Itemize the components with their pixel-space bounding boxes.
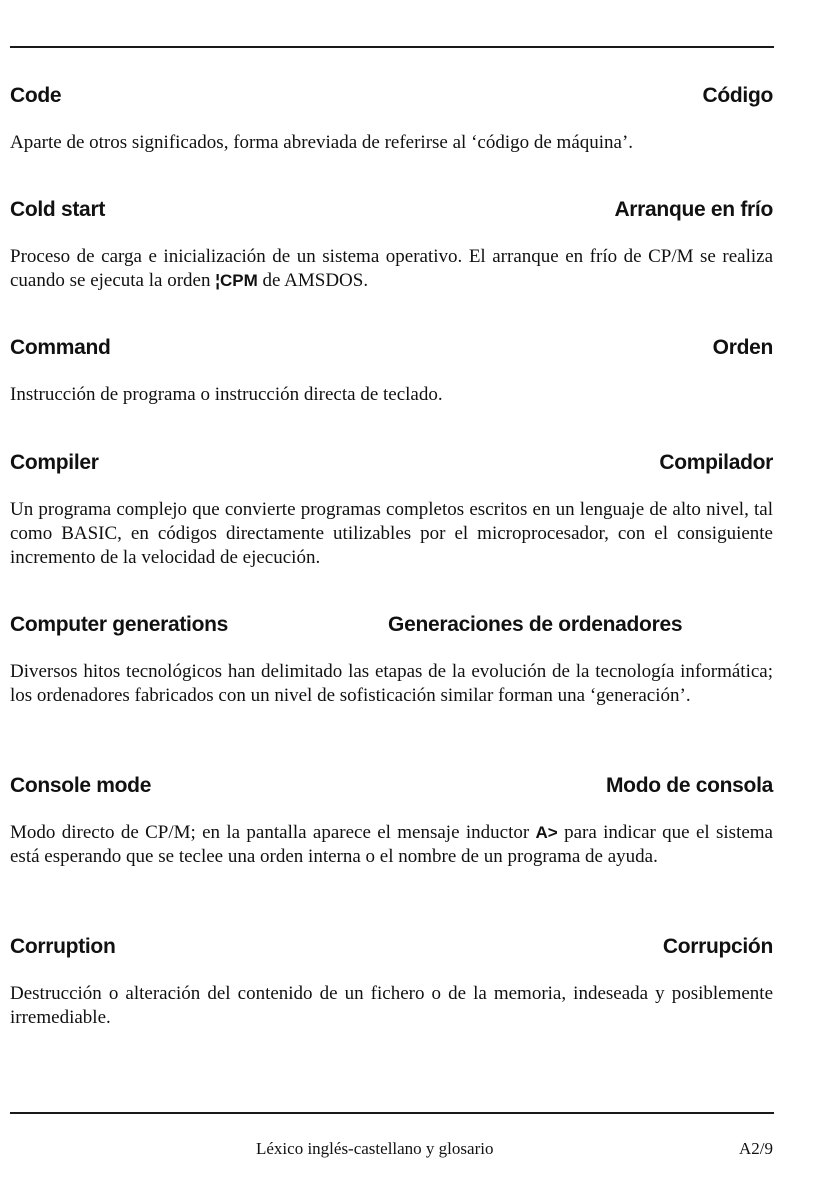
term-spanish: Compilador [659,451,773,474]
term-english: Cold start [10,198,106,221]
glossary-entry-cold-start [10,198,773,293]
entry-heading [10,336,773,360]
glossary-entry-corruption [10,935,773,1030]
top-rule [10,46,774,48]
glossary-entry-code [10,84,773,155]
entry-heading [10,451,773,475]
entry-definition: Un programa complejo que convierte programas completos escritos en un lenguaje de alto nivel, tal como BASIC, en códigos directamente utilizables por el microprocesador, con el consiguiente incremento de la velocidad de ejecución. [10,499,773,568]
glossary-entry-compiler [10,451,773,570]
term-english: Corruption [10,935,116,958]
term-english: Console mode [10,774,152,797]
term-spanish: Orden [712,336,773,359]
term-spanish: Arranque en frío [614,198,773,221]
footer-title: Léxico inglés-castellano y glosario [256,1139,494,1158]
entry-definition [10,821,773,869]
entry-heading [10,613,773,637]
page-number: A2/9 [739,1139,773,1158]
term-spanish: Código [702,84,773,107]
entry-definition: Destrucción o alteración del contenido de un fichero o de la memoria, indeseada y posiblemente irremediable. [10,983,773,1028]
glossary-entry-console-mode [10,774,773,869]
entry-heading [10,935,773,959]
term-spanish: Generaciones de ordenadores [388,613,683,636]
term-english: Computer generations [10,613,229,636]
definition-text: Proceso de carga e inicialización de un sistema operativo. El arranque en frío de CP/M se realiza cuando se ejecuta la orden [10,246,773,291]
glossary-entry-computer-generations [10,613,773,708]
glossary-entry-command [10,336,773,407]
entry-heading [10,198,773,222]
term-english: Code [10,84,62,107]
term-english: Compiler [10,451,99,474]
entry-definition: Aparte de otros significados, forma abreviada de referirse al ‘código de máquina’. [10,132,634,153]
entry-heading [10,84,773,108]
definition-text: de AMSDOS. [257,270,369,291]
prompt-text: A> [535,823,558,842]
term-spanish: Corrupción [662,935,773,958]
term-spanish: Modo de consola [605,774,773,797]
definition-text: para indicar que el sistema está esperando que se teclee una orden interna o el nombre de un programa de ayuda. [10,822,773,867]
term-english: Command [10,336,111,359]
definition-text: Modo directo de CP/M; en la pantalla aparece el mensaje inductor [10,822,536,843]
entry-definition: Diversos hitos tecnológicos han delimitado las etapas de la evolución de la tecnología informática; los ordenadores fabricados con un nivel de sofisticación similar forman una ‘generación’. [10,661,773,706]
entry-definition: Instrucción de programa o instrucción directa de teclado. [10,384,443,405]
entry-heading [10,774,773,798]
bottom-rule [10,1112,774,1114]
command-text: ¦CPM [215,271,258,290]
entry-definition [10,245,773,293]
